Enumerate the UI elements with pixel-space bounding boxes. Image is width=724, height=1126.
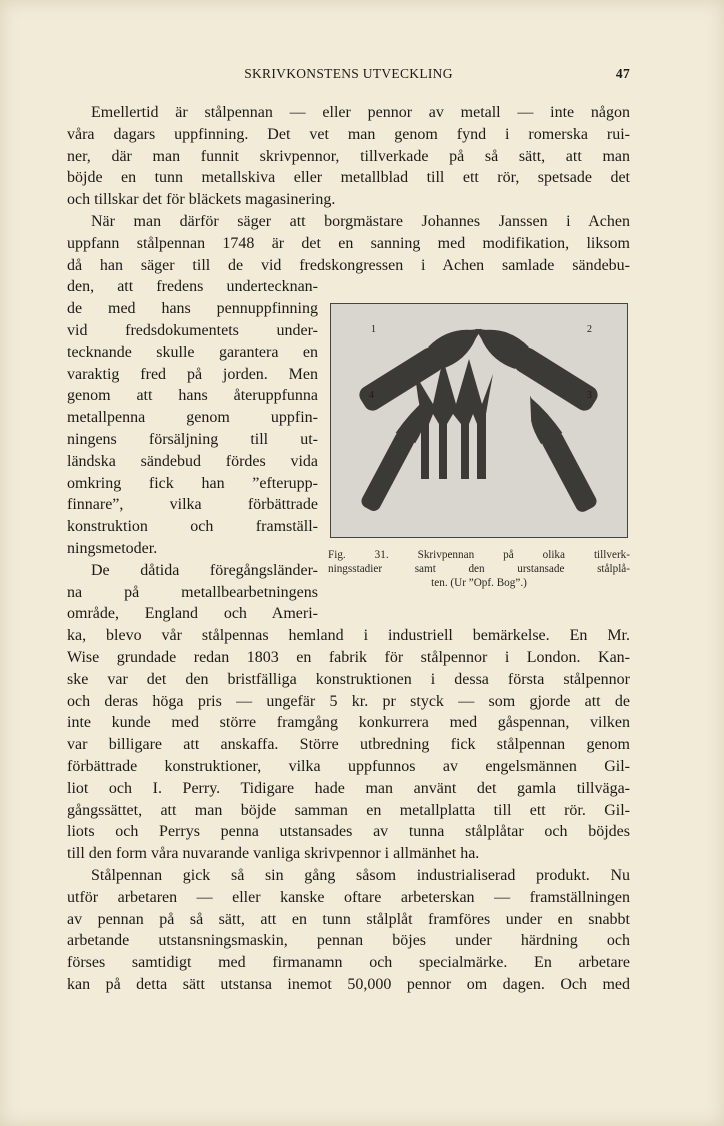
text-line: och tillskar det för bläckets magasinering. xyxy=(67,191,336,209)
pen-nibs-illustration xyxy=(331,304,626,536)
text-line: De dåtida föregångsländer- xyxy=(91,561,318,579)
text-line: förbättrade konstruktioner, vilka uppfunnos av engelsmännen Gil- xyxy=(67,758,630,775)
text-line: liot och I. Perry. Tidigare hade man använt det gamla tillväga- xyxy=(67,779,630,797)
text-line: ka, blevo vår stålpennas hemland i industriell bemärkelse. En Mr. xyxy=(67,627,630,645)
text-line: arbetande utstansningsmaskin, pennan böjes under härdning och xyxy=(67,932,630,950)
text-line: na på metallbearbetningens xyxy=(67,583,318,601)
text-line: ländska sändebud fördes vida xyxy=(67,452,318,470)
text-line: varaktig fred på jorden. Men xyxy=(67,365,318,383)
text-line: ningens försäljning till ut- xyxy=(67,431,318,448)
text-line: Stålpennan gick så sin gång såsom industrialiserad produkt. Nu xyxy=(91,867,630,884)
figure-caption xyxy=(328,548,630,590)
text-line: gångssättet, att man böjde samman en metallplatta till ett rör. Gil- xyxy=(67,801,630,819)
text-line: Wise grundade redan 1803 en fabrik för stålpennor i London. Kan- xyxy=(67,649,630,666)
text-line: konstruktion och framställ- xyxy=(67,518,318,536)
text-line: då han säger till de vid fredskongressen i Achen samlade sändebu- xyxy=(67,256,630,274)
text-line: metallpenna genom uppfin- xyxy=(67,409,318,427)
text-line: uppfann stålpennan 1748 är det en sanning med modifikation, liksom xyxy=(67,234,630,252)
text-line: förses samtidigt med firmanamn och specialmärke. En arbetare xyxy=(67,954,630,972)
text-line: till den form våra nuvarande vanliga skrivpennor i allmänhet ha. xyxy=(67,845,480,863)
figure-label-2: 2 xyxy=(587,324,592,335)
text-line: ner, där man funnit skrivpennor, tillverkade på så sätt, att man xyxy=(67,147,630,165)
text-line: inte kunde med större framgång konkurrera med gåspennan, vilken xyxy=(67,714,630,732)
text-line: kan på detta sätt utstansa inemot 50,000 pennor om dagen. Och med xyxy=(67,976,630,993)
text-line: böjde en tunn metallskiva eller metallblad till ett rör, spetsade det xyxy=(67,169,630,187)
text-line: ningsmetoder. xyxy=(67,540,158,557)
running-header xyxy=(67,66,630,84)
figure-pen-nibs xyxy=(330,303,628,538)
text-line: utför arbetaren — eller kanske oftare arbeterskan — framställningen xyxy=(67,888,630,906)
running-title: SKRIVKONSTENS UTVECKLING xyxy=(244,66,453,81)
text-line: omkring fick han ”efterupp- xyxy=(67,474,318,492)
text-line: tecknande skulle garantera en xyxy=(67,343,318,361)
text-line: våra dagars uppfinning. Det vet man genom fynd i romerska rui- xyxy=(67,125,630,143)
text-line: ske var det den bristfälliga konstruktionen i dessa första stålpennor xyxy=(67,670,630,688)
text-line: liots och Perrys penna utstansades av tunna stålplåtar och böjdes xyxy=(67,823,630,841)
text-line: finnare”, vilka förbättrade xyxy=(67,496,318,514)
caption-line: ningsstadier samt den urstansade stålplå- xyxy=(328,563,630,575)
text-line: område, England och Ameri- xyxy=(67,605,318,623)
text-line: de med hans pennuppfinning xyxy=(67,300,318,318)
page-number: 47 xyxy=(615,66,630,81)
text-line: genom att hans återuppfunna xyxy=(67,387,318,405)
text-line: av pennan på så sätt, att en tunn stålplåt framföres under en snabbt xyxy=(67,910,630,928)
text-line: Emellertid är stålpennan — eller pennor av metall — inte någon xyxy=(91,104,630,121)
figure-label-1: 1 xyxy=(371,324,376,335)
text-line: var billigare att anskaffa. Större utbredning fick stålpennan genom xyxy=(67,736,630,754)
caption-line: Fig. 31. Skrivpennan på olika tillverk- xyxy=(328,549,630,561)
text-line: När man därför säger att borgmästare Johannes Janssen i Achen xyxy=(91,213,630,230)
caption-line: ten. (Ur ”Opf. Bog”.) xyxy=(431,577,527,589)
figure-label-4: 4 xyxy=(369,390,374,401)
text-line: den, att fredens undertecknan- xyxy=(67,278,318,296)
text-line: vid fredsdokumentets under- xyxy=(67,322,318,339)
text-line: och deras höga pris — ungefär 5 kr. pr styck — som gjorde att de xyxy=(67,692,630,710)
figure-label-3: 3 xyxy=(587,390,592,401)
